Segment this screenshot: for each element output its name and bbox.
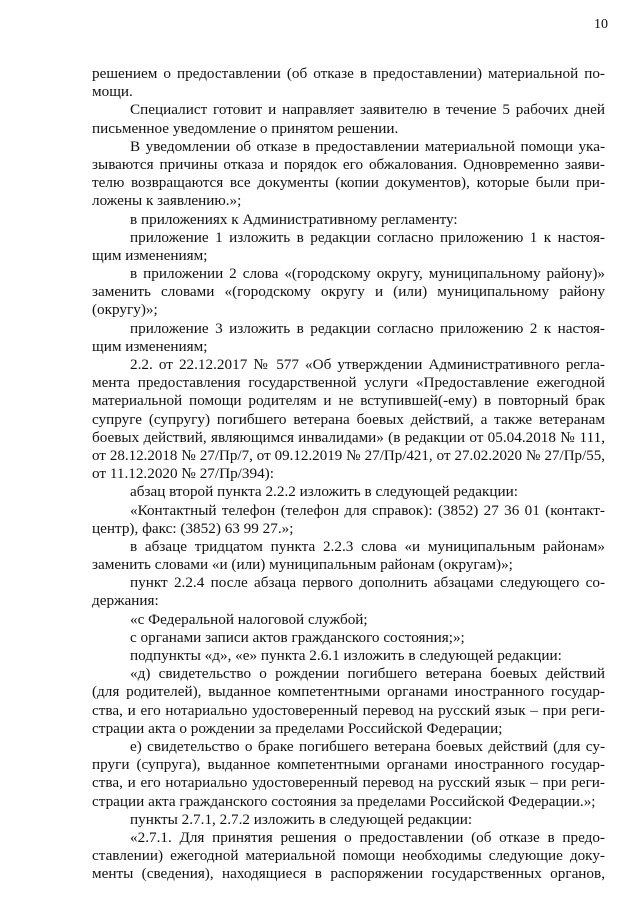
text-line: е) свидетельство о браке погибшего ветерана боевых действий (для су- [130,737,605,755]
text-line: зываются причины отказа и порядок его обжалования. Одновременно заяви- [92,155,605,173]
text-line: пункт 2.2.4 после абзаца первого дополнить абзацами следующего со- [130,574,605,592]
text-line: «Контактный телефон (телефон для справок): (3852) 27 36 01 (контакт- [130,501,605,519]
text-line: приложение 3 изложить в редакции согласно приложению 2 к настоя- [130,319,605,337]
text-line: (для родителей), выданное компетентными органами иностранного государ- [92,683,605,701]
text-line: страции акта гражданского состояния за пределами Российской Федерации.»; [92,792,596,810]
text-line: ложены к заявлению.»; [92,192,242,210]
text-line: с органами записи актов гражданского состояния;»; [130,628,465,646]
text-line: в абзаце тридцатом пункта 2.2.3 слова «и муниципальным районам» [130,537,605,555]
text-line: супруге (супругу) погибшего ветерана боевых действий, а также ветеранам [92,410,605,428]
text-line: В уведомлении об отказе в предоставлении материальной помощи ука- [130,137,605,155]
text-line: телю возвращаются все документы (копии документов), которые были при- [92,174,605,192]
text-line: ставлении) ежегодной материальной помощи необходимы следующие доку- [92,847,605,865]
document-body [92,65,605,883]
text-line: решением о предоставлении (об отказе в предоставлении) материальной по- [92,65,605,82]
text-line: щим изменениям; [92,246,208,264]
text-line: мощи. [92,83,133,101]
text-line: 2.2. от 22.12.2017 № 577 «Об утверждении Административного регла- [130,356,605,373]
text-line: ства, и его нотариально удостоверенный перевод на русский язык – при реги- [92,701,605,719]
text-line: приложение 1 изложить в редакции согласно приложению 1 к настоя- [130,228,605,246]
text-line: подпункты «д», «е» пункта 2.6.1 изложить в следующей редакции: [130,647,562,664]
text-line: менты (сведения), находящиеся в распоряжении государственных органов, [92,865,605,883]
text-line: боевых действий, являющимся инвалидами» (в редакции от 05.04.2018 № 111, [92,428,605,446]
text-line: «2.7.1. Для принятия решения о предоставлении (об отказе в предо- [130,828,605,846]
text-line: от 28.12.2018 № 27/Пр/7, от 09.12.2019 № 27/Пр/421, от 27.02.2020 № 27/Пр/55, [92,447,605,464]
text-line: письменное уведомление о принятом решении. [92,119,399,137]
text-line: от 11.12.2020 № 27/Пр/394): [92,465,274,483]
text-line: в приложениях к Административному регламенту: [130,210,458,228]
text-line: центр), факс: (3852) 63 99 27.»; [92,519,294,537]
text-line: страции акта о рождении за пределами Российской Федерации; [92,719,503,737]
text-line: пункты 2.7.1, 2.7.2 изложить в следующей редакции: [130,810,473,828]
text-line: ства, и его нотариально удостоверенный перевод на русский язык – при реги- [92,774,605,792]
text-line: держания: [92,592,159,610]
text-line: мента предоставления государственной услуги «Предоставление ежегодной [92,374,605,392]
text-line: заменить словами «и (или) муниципальным районам (округам)»; [92,556,513,574]
text-line: щим изменениям; [92,337,208,355]
page-number: 10 [594,17,608,32]
text-line: Специалист готовит и направляет заявителю в течение 5 рабочих дней [130,101,605,119]
text-line: в приложении 2 слова «(городскому округу, муниципальному району)» [130,265,605,283]
text-line: материальной помощи родителям и не вступившей(-ему) в повторный брак [92,392,605,410]
text-line: заменить словами «(городскому округу и (или) муниципальному району [92,283,605,301]
text-line: пруги (супруга), выданное компетентными органами иностранного государ- [92,756,605,774]
text-line: абзац второй пункта 2.2.2 изложить в следующей редакции: [130,483,518,501]
text-line: (округу)»; [92,301,158,319]
text-line: «д) свидетельство о рождении погибшего ветерана боевых действий [130,665,605,683]
text-line: «с Федеральной налоговой службой; [130,610,368,628]
